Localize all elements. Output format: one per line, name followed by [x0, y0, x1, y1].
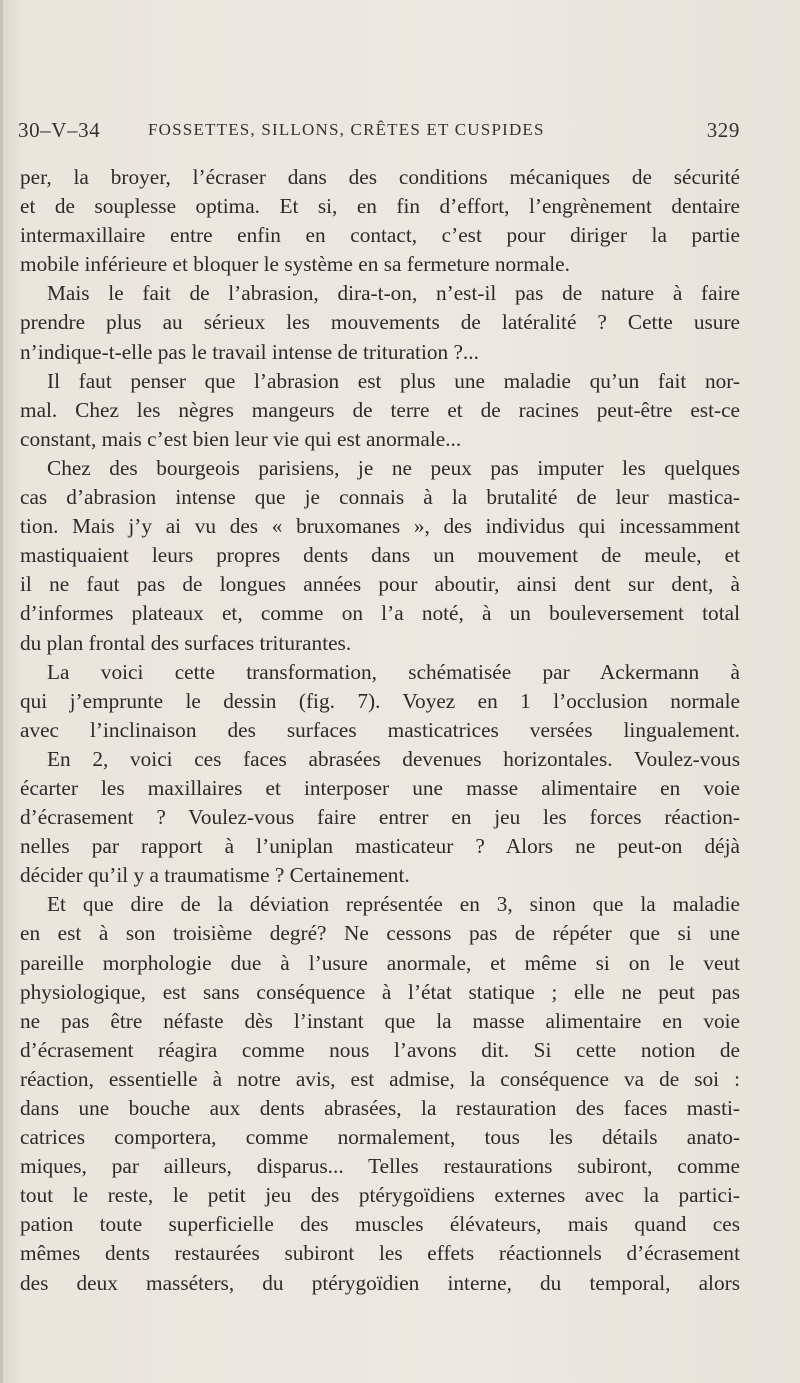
text-line: mobile inférieure et bloquer le système en sa fermeture normale.: [20, 252, 570, 277]
chapter-title: FOSSETTES, SILLONS, CRÊTES ET CUSPIDES: [148, 120, 545, 139]
text-line: cas d’abrasion intense que je connais à la brutalité de leur mastica-: [20, 485, 740, 510]
text-line: en est à son troisième degré? Ne cessons pas de répéter que si une: [20, 921, 740, 946]
text-line: du plan frontal des surfaces triturantes.: [20, 630, 352, 655]
text-line: constant, mais c’est bien leur vie qui est anormale...: [20, 426, 462, 451]
text-line: réaction, essentielle à notre avis, est admise, la conséquence va de soi :: [20, 1066, 740, 1091]
text-line: physiologique, est sans conséquence à l’état statique ; elle ne peut pas: [20, 979, 740, 1004]
text-line: prendre plus au sérieux les mouvements de latéralité ? Cette usure: [20, 310, 740, 335]
page-number: 329: [706, 118, 740, 142]
text-line: avec l’inclinaison des surfaces masticatrices versées lingualement.: [20, 717, 740, 742]
text-line: d’informes plateaux et, comme on l’a noté, à un bouleversement total: [20, 601, 740, 626]
text-line: mastiquaient leurs propres dents dans un mouvement de meule, et: [20, 543, 740, 568]
text-line: d’écrasement réagira comme nous l’avons dit. Si cette notion de: [20, 1037, 740, 1062]
text-line: Il faut penser que l’abrasion est plus une maladie qu’un fait nor-: [47, 368, 740, 393]
text-line: Mais le fait de l’abrasion, dira-t-on, n’est-il pas de nature à faire: [47, 281, 740, 306]
text-line: Chez des bourgeois parisiens, je ne peux pas imputer les quelques: [47, 455, 740, 480]
text-line: mal. Chez les nègres mangeurs de terre et de racines peut-être est-ce: [20, 397, 740, 422]
text-line: tion. Mais j’y ai vu des « bruxomanes », des individus qui incessamment: [20, 514, 740, 539]
text-line: il ne faut pas de longues années pour aboutir, ainsi dent sur dent, à: [20, 572, 740, 597]
text-line: tout le reste, le petit jeu des ptérygoïdiens externes avec la partici-: [20, 1183, 740, 1208]
text-line: Et que dire de la déviation représentée en 3, sinon que la maladie: [47, 892, 740, 917]
text-line: nelles par rapport à l’uniplan masticateur ? Alors ne peut-on déjà: [20, 834, 740, 859]
gutter-shadow: [0, 0, 3, 1383]
date-mark: 30–V–34: [18, 118, 101, 142]
text-line: décider qu’il y a traumatisme ? Certainement.: [20, 863, 410, 888]
text-line: catrices comportera, comme normalement, tous les détails anato-: [20, 1125, 740, 1150]
text-line: écarter les maxillaires et interposer une masse alimentaire en voie: [20, 775, 740, 800]
text-line: pareille morphologie due à l’usure anormale, et même si on le veut: [20, 950, 740, 975]
text-line: mêmes dents restaurées subiront les effets réactionnels d’écrasement: [20, 1241, 740, 1266]
text-line: intermaxillaire entre enfin en contact, c’est pour diriger la partie: [20, 223, 740, 248]
text-line: des deux masséters, du ptérygoïdien interne, du temporal, alors: [20, 1270, 740, 1295]
text-line: n’indique-t-elle pas le travail intense de trituration ?...: [20, 339, 479, 364]
body-text: [20, 163, 740, 1298]
text-line: pation toute superficielle des muscles élévateurs, mais quand ces: [20, 1212, 740, 1237]
text-line: et de souplesse optima. Et si, en fin d’effort, l’engrènement dentaire: [20, 194, 740, 219]
text-line: qui j’emprunte le dessin (fig. 7). Voyez en 1 l’occlusion normale: [20, 688, 740, 713]
text-line: En 2, voici ces faces abrasées devenues horizontales. Voulez-vous: [47, 746, 740, 771]
text-line: ne pas être néfaste dès l’instant que la masse alimentaire en voie: [20, 1008, 740, 1033]
text-line: La voici cette transformation, schématisée par Ackermann à: [47, 659, 740, 684]
running-head: [18, 118, 740, 146]
text-line: d’écrasement ? Voulez-vous faire entrer en jeu les forces réaction-: [20, 805, 740, 830]
text-line: dans une bouche aux dents abrasées, la restauration des faces masti-: [20, 1096, 740, 1120]
text-line: miques, par ailleurs, disparus... Telles restaurations subiront, comme: [20, 1154, 740, 1179]
text-line: per, la broyer, l’écraser dans des conditions mécaniques de sécurité: [20, 165, 740, 189]
